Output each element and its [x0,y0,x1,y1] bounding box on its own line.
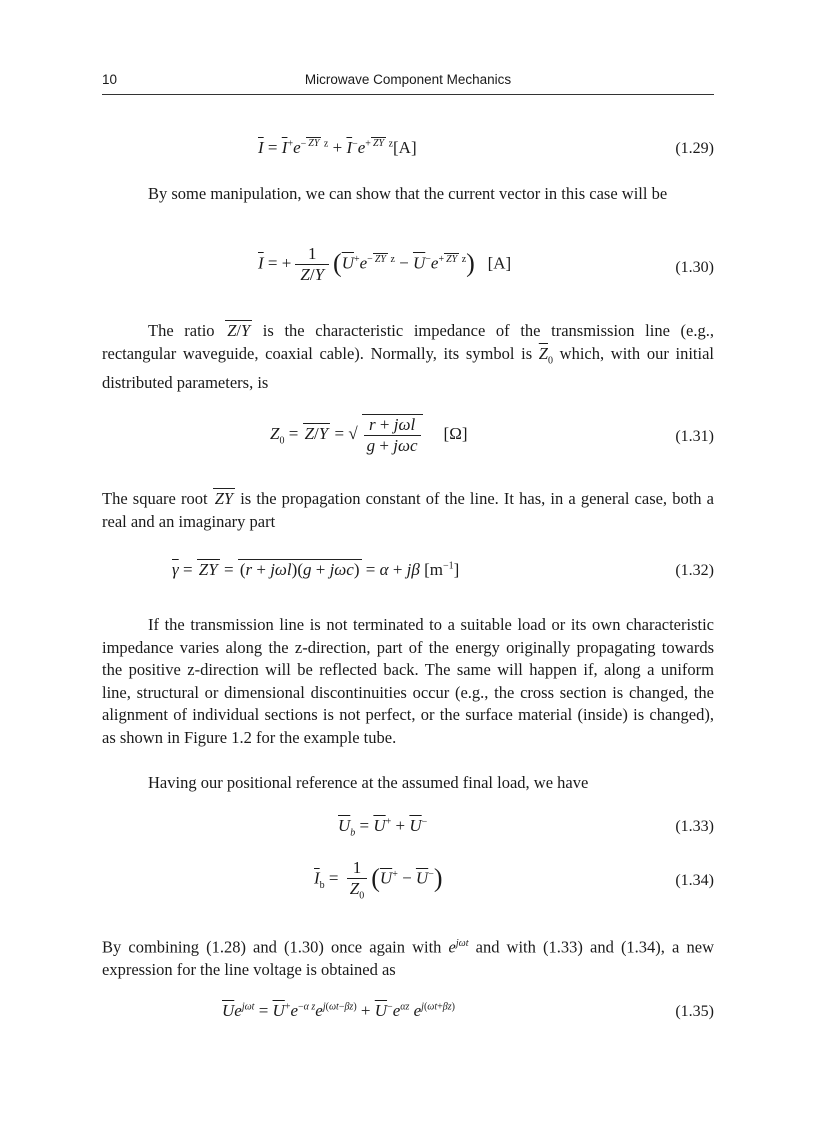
equation-1-33 [102,814,714,844]
equation-1-31 [102,412,714,474]
running-title: Microwave Component Mechanics [304,72,512,87]
paragraph: The ratio Z/Y is the characteristic impedance of the transmission line (e.g., rectangular waveguide, coaxial cable). Normally, its symbol is $\overline{Z}_0$ which, with our initial distributed parameters, is [102,321,715,393]
equation-1-34 [102,858,714,912]
equation-number: (1.30) [675,259,714,276]
equation-number: (1.35) [675,1003,714,1020]
page-number: 10 [102,72,118,87]
equation-number: (1.32) [675,562,714,579]
equation-1-35-formula: $\overline{U}e^{j\omega t} = \overline{U}^+e^{-\alpha z}e^{j(\omega t-\beta z)} + \overline{U}^-e^{\alpha z}$ $e^{j(\omega t+\beta z)}$ [222,1001,455,1020]
equation-number: (1.34) [675,872,714,889]
paragraph: The square root ZY is the propagation constant of the line. It has, in a general case, both a real and an imaginary part [102,489,714,531]
paragraph: Having our positional reference at the assumed final load, we have [148,773,589,792]
equation-number: (1.31) [675,428,714,445]
equation-1-35 [102,999,714,1029]
equation-1-33-formula: $\overline{U}_b = \overline{U}^+ + \overline{U}^-$ [338,816,428,839]
paragraph: By combining (1.28) and (1.30) once again with $e^{j\omega t}$ and with (1.33) and (1.34), a new expression for the line voltage is obtained as [102,937,714,979]
paragraph: By some manipulation, we can show that the current vector in this case will be [148,184,668,203]
equation-1-32 [102,556,714,590]
equation-1-34-formula: $\overline{I}_b$ = $\frac{1}{\overline{Z}_0}$ $(\overline{U}^+ - \overline{U}^-)$ [314,858,443,902]
equation-1-32-formula: $\overline{\gamma} = \overline{ZY} = (r + j\omega l)(g + j\omega c) = \alpha + j\beta$ $[m^{-1}]$ [172,560,460,579]
equation-1-29 [102,134,714,164]
equation-number: (1.29) [675,140,714,157]
equation-number: (1.33) [675,818,714,835]
paragraph: If the transmission line is not terminated to a suitable load or its own characteristic impedance varies along the z-direction, part of the energy originally propagating towards the positive z-direction will be reflected back. The same will happen if, along a uniform line, structural or dimensional discontinuities occur (e.g., the cross section is changed, the alignment of individual sections is not perfect, or the surface material (inside) is changed), as shown in Figure 1.2 for the example tube. [102,615,714,747]
equation-1-31-formula: $Z_0 = \overline{Z}/\overline{Y}$ = √ $\frac{\text{r + jωl}}{\text{g + jωc}}$ [Ω] [270,415,468,455]
equation-1-30-formula: $\overline{I}$ = + $\frac{1}{\overline{Z}/\overline{Y}}$ $(\overline{U}^+e^{- ZY z} - \overline{U}^-e^{+ ZY z})$ [A] [258,244,512,284]
equation-1-29-formula: $\overline{I} = \overline{I}^+e^{- ZY z} + \overline{I}^-e^{+ ZY z}[A]$ [258,138,417,157]
page-header [102,70,714,95]
equation-1-30 [102,244,714,300]
